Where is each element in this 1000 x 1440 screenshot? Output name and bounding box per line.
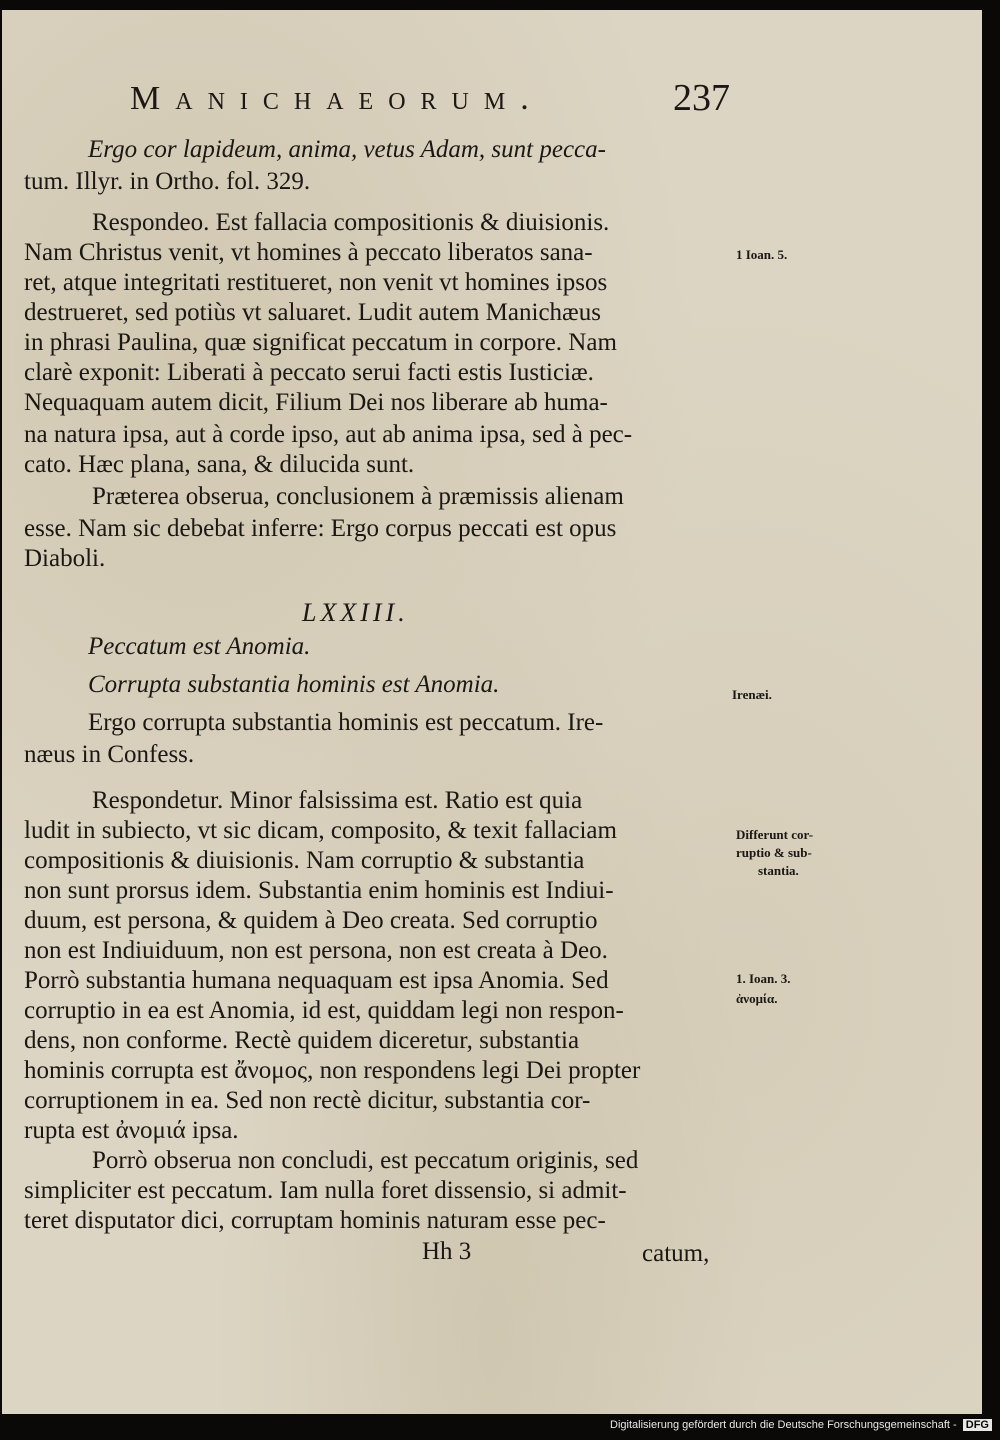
text-line: esse. Nam sic debebat inferre: Ergo corpus peccati est opus: [24, 515, 617, 542]
text-line: Nequaquam autem dicit, Filium Dei nos liberare ab huma-: [24, 389, 608, 416]
signature-mark: Hh 3: [422, 1238, 472, 1265]
margin-note: Irenæi.: [732, 687, 772, 702]
text-line: Respondetur. Minor falsissima est. Ratio est quia: [92, 787, 583, 814]
text-line: hominis corrupta est ἄνομος, non respondens legi Dei propter: [24, 1057, 641, 1084]
text-line: duum, est persona, & quidem à Deo creata. Sed corruptio: [24, 907, 598, 934]
text-line: Porrò obserua non concludi, est peccatum originis, sed: [92, 1147, 639, 1174]
section-heading: LXXIII.: [302, 598, 409, 627]
margin-note: 1 Ioan. 5.: [736, 247, 788, 262]
text-line: corruptio in ea est Anomia, id est, quiddam legi non respon-: [24, 997, 624, 1024]
text-line: ludit in subiecto, vt sic dicam, composito, & texit fallaciam: [24, 817, 617, 844]
text-line: Diaboli.: [24, 545, 106, 572]
text-line: dens, non conforme. Rectè quidem diceretur, substantia: [24, 1027, 580, 1054]
text-line: na natura ipsa, aut à corde ipso, aut ab anima ipsa, sed à pec-: [24, 421, 633, 448]
text-line: ret, atque integritati restitueret, non venit vt homines ipsos: [24, 269, 608, 296]
syllogism-minor: Corrupta substantia hominis est Anomia.: [88, 671, 500, 698]
text-line: Porrò substantia humana nequaquam est ipsa Anomia. Sed: [24, 967, 609, 994]
page-number: 237: [673, 77, 730, 119]
text-line: Præterea obserua, conclusionem à præmissis alienam: [92, 483, 624, 510]
text-line: corruptionem in ea. Sed non rectè dicitur, substantia cor-: [24, 1087, 591, 1114]
syllogism-major: Peccatum est Anomia.: [88, 633, 311, 660]
text-line: non sunt prorsus idem. Substantia enim hominis est Indiui-: [24, 877, 614, 904]
text-line: compositionis & diuisionis. Nam corruptio & substantia: [24, 847, 585, 874]
margin-note: Differunt cor-: [736, 827, 814, 842]
text-line: næus in Confess.: [24, 741, 195, 768]
text-line: cato. Hæc plana, sana, & dilucida sunt.: [24, 451, 415, 478]
footer-text: Digitalisierung gefördert durch die Deutsche Forschungsgemeinschaft -: [610, 1419, 957, 1431]
margin-note: ruptio & sub-: [736, 845, 812, 860]
dfg-logo: DFG: [963, 1419, 992, 1431]
syllogism-conclusion: Ergo corrupta substantia hominis est peccatum. Ire-: [88, 709, 604, 736]
text-line: simpliciter est peccatum. Iam nulla foret dissensio, si admit-: [24, 1177, 627, 1204]
text-line: Ergo cor lapideum, anima, vetus Adam, sunt pecca-: [88, 136, 606, 163]
margin-note: ἀνομία.: [736, 991, 778, 1006]
text-line: tum. Illyr. in Ortho. fol. 329.: [24, 168, 311, 195]
text-line: non est Indiuiduum, non est persona, non est creata à Deo.: [24, 937, 608, 964]
book-page: [2, 10, 982, 1414]
text-line: clarè exponit: Liberati à peccato serui facti estis Iusticiæ.: [24, 359, 594, 386]
margin-note: stantia.: [758, 863, 799, 878]
running-head: [130, 77, 730, 120]
text-line: Nam Christus venit, vt homines à peccato liberatos sana-: [24, 239, 593, 266]
text-line: teret disputator dici, corruptam hominis naturam esse pec-: [24, 1207, 606, 1234]
text-line: Respondeo. Est fallacia compositionis & diuisionis.: [92, 209, 610, 236]
catchword: catum,: [642, 1240, 710, 1267]
text-line: rupta est ἀνομιά ipsa.: [24, 1117, 239, 1144]
footer-credit: [610, 1419, 992, 1431]
text-line: in phrasi Paulina, quæ significat peccatum in corpore. Nam: [24, 329, 617, 356]
text-line: destrueret, sed potiùs vt saluaret. Ludit autem Manichæus: [24, 299, 601, 326]
margin-note: 1. Ioan. 3.: [736, 971, 791, 986]
running-title: Manichaeorum.: [130, 80, 544, 117]
